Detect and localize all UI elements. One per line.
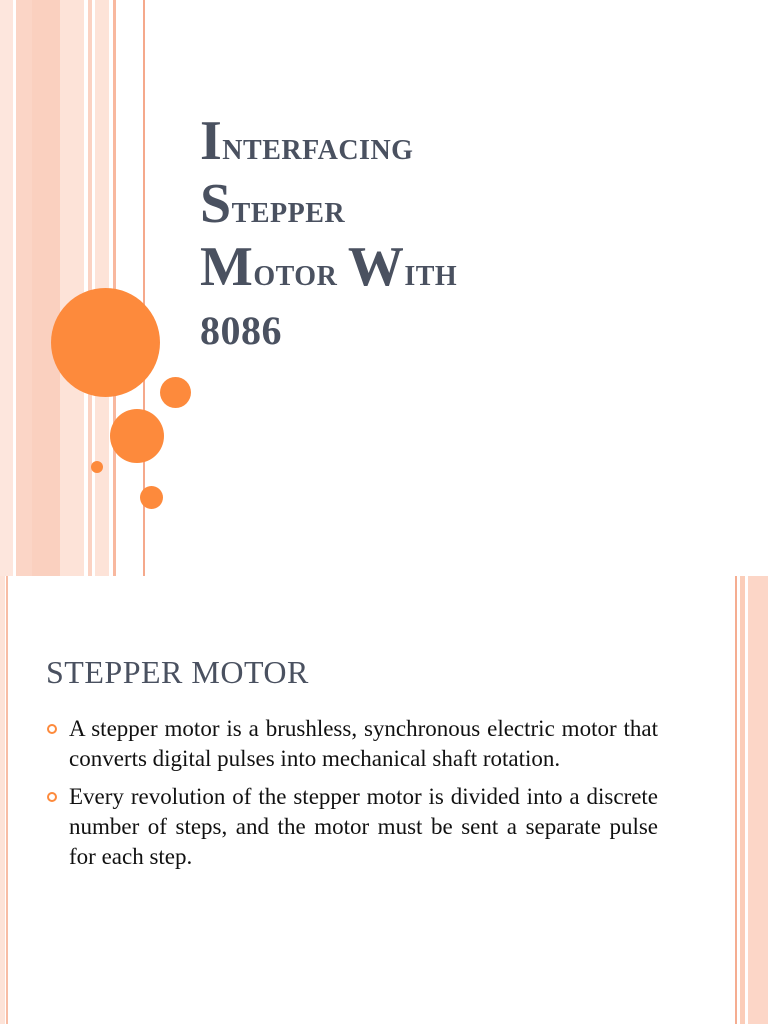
title-line: Motor With: [200, 236, 458, 298]
title-line: 8086: [200, 308, 282, 353]
decorative-stripe: [60, 0, 84, 576]
bullet-text: A stepper motor is a brushless, synchronous electric motor that converts digital pulses into mechanical shaft rotation.: [69, 716, 658, 771]
decorative-stripe: [0, 0, 13, 576]
list-item: [46, 714, 658, 774]
list-item: [46, 782, 658, 872]
decorative-circle-large: [51, 288, 160, 397]
decorative-circle-small: [160, 377, 191, 408]
decorative-circle-tiny: [91, 461, 103, 473]
decorative-stripe: [32, 0, 60, 576]
decorative-stripe: [6, 576, 8, 1024]
decorative-circle-small: [140, 486, 163, 509]
slide-title: [200, 112, 740, 360]
bullet-icon: [47, 724, 57, 734]
bullet-icon: [47, 792, 57, 802]
slide-heading: STEPPER MOTOR: [46, 654, 309, 690]
decorative-stripe: [740, 576, 745, 1024]
decorative-stripe: [0, 576, 5, 1024]
title-line: Interfacing: [200, 110, 414, 172]
decorative-circle-medium: [110, 409, 164, 463]
title-line: Stepper: [200, 173, 346, 235]
bullet-text: Every revolution of the stepper motor is divided into a discrete number of steps, and the motor must be sent a separate pulse for each step.: [69, 784, 658, 869]
decorative-stripe: [16, 0, 32, 576]
bullet-list: [46, 714, 658, 880]
decorative-stripe: [735, 576, 737, 1024]
content-slide: [0, 576, 768, 1024]
decorative-stripe: [88, 0, 92, 576]
decorative-stripe: [748, 576, 768, 1024]
